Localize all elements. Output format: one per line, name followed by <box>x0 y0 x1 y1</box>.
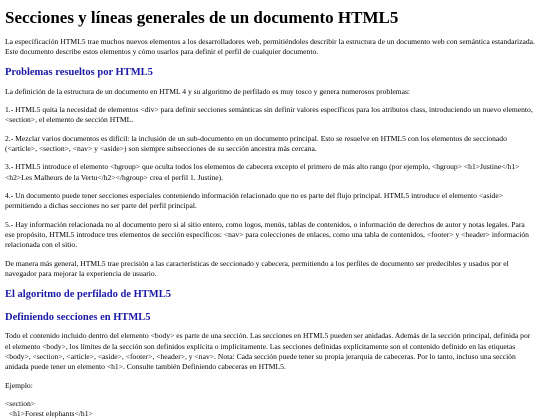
problem-item-1: 1.- HTML5 quita la necesidad de elementos <div> para definir secciones semánticas sin definir valores específicos para los atributos class, introduciendo un nuevo elemento, <section>, el elemento de sección HTML. <box>5 105 533 125</box>
section-heading-problems: Problemas resueltos por HTML5 <box>5 67 153 79</box>
problem-item-3: 3.- HTML5 introduce el elemento <hgroup> que oculta todos los elementos de cabecera excepto el primero de más alto rango (por ejemplo, <hgroup> <h1>Justine</h1><h2>Les Malheurs de la Vertu</h2></hgroup> crea el perfil 1. Justine). <box>5 162 520 182</box>
example-label: Ejemplo: <box>5 380 33 390</box>
summary-paragraph: De manera más general, HTML5 trae precisión a las características de seccionado y cabecera, permitiendo a los perfiles de documento ser predecibles y usados por el navegador para mejorar la experiencia de usuario. <box>5 258 509 278</box>
section-heading-algorithm: El algoritmo de perfilado de HTML5 <box>5 289 171 301</box>
intro-paragraph: La especificación HTML5 trae muchos nuevos elementos a los desarrolladores web, permitiéndoles describir la estructura de un documento web con semántica estandarizada. Este documento describe estos elementos y cómo usarlos para definir el perfil de cualquier documento. <box>5 36 535 56</box>
defining-sections-paragraph: Todo el contenido incluido dentro del elemento <body> es parte de una sección. Las secciones en HTML5 pueden ser anidadas. Además de la sección principal, definida por el elemento <body>, los límites de la sección son definidos explícita o implícitamente. Las secciones definidas explícitamente son el contenido definido en las etiquetas <body>, <section>, <article>, <aside>, <footer>, <header>, y <nav>. Nota: Cada sección puede tener su propia jerarquía de cabeceras. Por lo tanto, incluso una sección anidada puede tener un elemento <h1>. Consulte también Definiendo cabeceras en HTML5. <box>5 331 531 372</box>
code-line: <h1>Forest elephants</h1> <box>5 409 93 419</box>
problem-item-4: 4.- Un documento puede tener secciones especiales conteniendo información relacionado que no es parte del flujo principal. HTML5 introduce el elemento <aside> permitiendo a dichas secciones no ser parte del perfil principal. <box>5 190 503 211</box>
problems-lead-paragraph: La definición de la estructura de un documento en HTML 4 y su algoritmo de perfilado es muy tosco y genera numerosos problemas: <box>5 86 411 96</box>
problem-item-5: 5.- Hay información relacionada no al documento pero si al sitio entero, como logos, menús, tablas de contenidos, o información de derechos de autor y notas legales. Para ese propósito, HTML5 introduce tres elementos de sección específicos: <nav> para colecciones de enlaces, como una tabla de contenidos, <footer> y <header> información relacionada con el sitio. <box>5 219 529 250</box>
code-line: <section> <box>5 398 36 408</box>
problem-item-2: 2.- Mezclar varios documentos es difícil: la inclusión de un sub-documento en un documento principal. Esto se resuelve en HTML5 con los elementos de seccionado (<article>, <section>, <nav> y <aside>) son siempre subsecciones de su sección ancestra más cercana. <box>5 133 507 154</box>
page-title: Secciones y líneas generales de un documento HTML5 <box>5 8 399 27</box>
section-heading-defining-sections: Definiendo secciones en HTML5 <box>5 311 151 323</box>
code-example <box>5 399 535 420</box>
